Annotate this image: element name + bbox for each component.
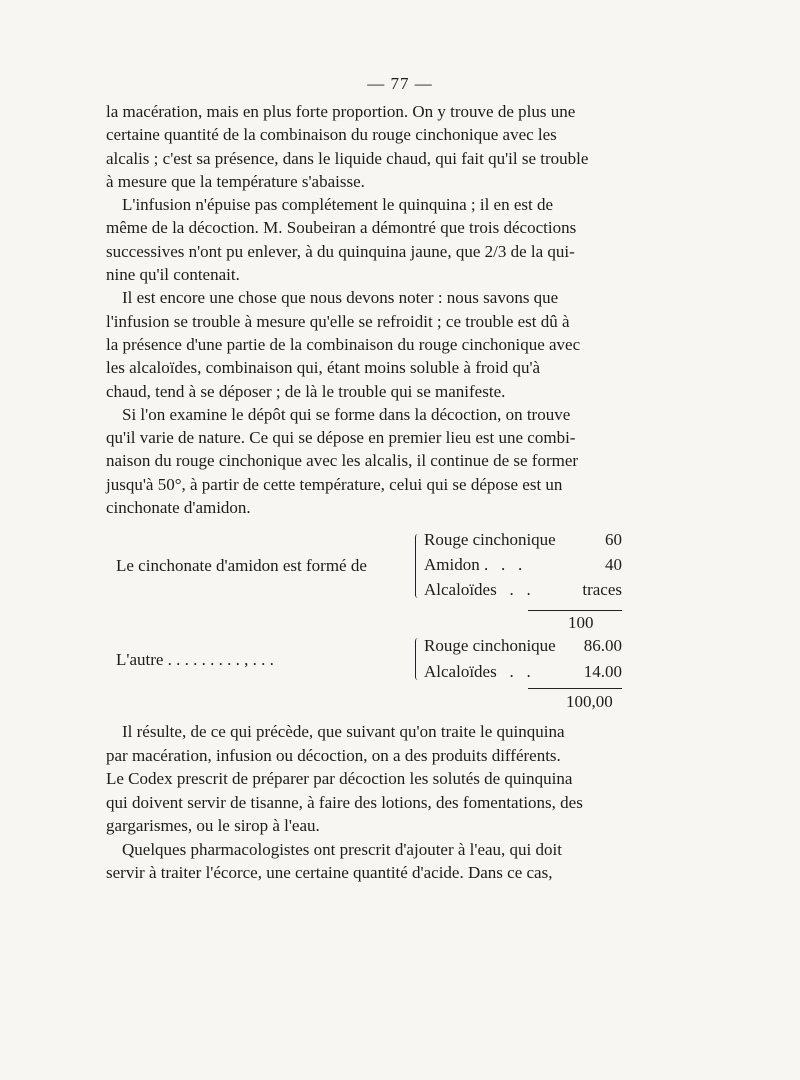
text-line: cinchonate d'amidon. [106, 498, 251, 518]
total-rule [528, 610, 622, 611]
text-line: par macération, infusion ou décoction, on a des produits différents. [106, 745, 561, 765]
brace [415, 534, 420, 598]
text-line: Si l'on examine le dépôt qui se forme dans la décoction, on trouve [122, 404, 571, 424]
ingredient-value: 14.00 [583, 662, 622, 681]
text-line: l'infusion se trouble à mesure qu'elle se refroidit ; ce trouble est dû à [106, 311, 570, 331]
composition-total: 100,00 [566, 692, 613, 711]
composition-total: 100 [568, 613, 594, 632]
ingredient-name: Rouge cinchonique [424, 530, 556, 549]
paragraph-5 [106, 720, 622, 838]
text-line: alcalis ; c'est sa présence, dans le liquide chaud, qui fait qu'il se trouble [106, 148, 589, 168]
text-line: certaine quantité de la combinaison du rouge cinchonique avec les [106, 125, 557, 145]
ingredient-value: 86.00 [583, 636, 622, 655]
ingredient-name: Alcaloïdes . . [424, 580, 531, 599]
ingredient-value: traces [582, 580, 622, 599]
paragraph-1 [106, 100, 622, 193]
text-line: Quelques pharmacologistes ont prescrit d'ajouter à l'eau, qui doit [122, 839, 562, 859]
text-line: successives n'ont pu enlever, à du quinquina jaune, que 2/3 de la qui- [106, 241, 575, 261]
text-line: même de la décoction. M. Soubeiran a démontré que trois décoctions [106, 218, 577, 238]
paragraph-6 [106, 838, 622, 885]
text-line: nine qu'il contenait. [106, 265, 240, 285]
text-line: naison du rouge cinchonique avec les alcalis, il continue de se former [106, 451, 579, 471]
composition-table-other [106, 636, 622, 684]
text-line: Le Codex prescrit de préparer par décoction les solutés de quinquina [106, 769, 573, 788]
text-line: la macération, mais en plus forte proportion. On y trouve de plus une [106, 102, 576, 121]
ingredient-row [424, 662, 622, 686]
text-line: gargarismes, ou le sirop à l'eau. [106, 816, 320, 835]
paragraph-4 [106, 403, 622, 519]
paragraph-2 [106, 193, 622, 286]
body-text-top [106, 100, 622, 519]
ingredient-row [424, 580, 622, 604]
ingredient-row [424, 530, 622, 554]
composition-label: L'autre . . . . . . . . . , . . . [116, 650, 274, 669]
total-rule [528, 688, 622, 689]
text-line: qui doivent servir de tisanne, à faire des lotions, des fomentations, des [106, 792, 583, 812]
text-line: qu'il varie de nature. Ce qui se dépose en premier lieu est une combi- [106, 428, 576, 448]
ingredient-value: 60 [605, 530, 622, 549]
text-line: jusqu'à 50°, à partir de cette température, celui qui se dépose est un [106, 474, 563, 494]
text-line: Il est encore une chose que nous devons noter : nous savons que [122, 288, 559, 308]
ingredient-name: Alcaloïdes . . [424, 662, 531, 681]
text-line: servir à traiter l'écorce, une certaine quantité d'acide. Dans ce cas, [106, 863, 553, 882]
ingredient-name: Amidon . . . [424, 555, 523, 574]
composition-label: Le cinchonate d'amidon est formé de [116, 556, 367, 575]
text-line: les alcaloïdes, combinaison qui, étant moins soluble à froid qu'à [106, 358, 541, 378]
body-text-bottom [106, 720, 622, 885]
brace [415, 638, 420, 680]
text-line: chaud, tend à se déposer ; de là le trouble qui se manifeste. [106, 381, 506, 401]
ingredient-row [424, 636, 622, 660]
text-line: la présence d'une partie de la combinaison du rouge cinchonique avec [106, 334, 581, 354]
text-line: à mesure que la température s'abaisse. [106, 171, 365, 191]
text-line: L'infusion n'épuise pas complétement le quinquina ; il en est de [122, 195, 554, 215]
paragraph-3 [106, 286, 622, 402]
composition-table-cinchonate [106, 530, 622, 602]
page-number: — 77 — [367, 74, 433, 93]
ingredient-value: 40 [605, 555, 622, 574]
ingredient-name: Rouge cinchonique [424, 636, 556, 655]
text-line: Il résulte, de ce qui précède, que suivant qu'on traite le quinquina [122, 722, 565, 741]
ingredient-row [424, 555, 622, 579]
